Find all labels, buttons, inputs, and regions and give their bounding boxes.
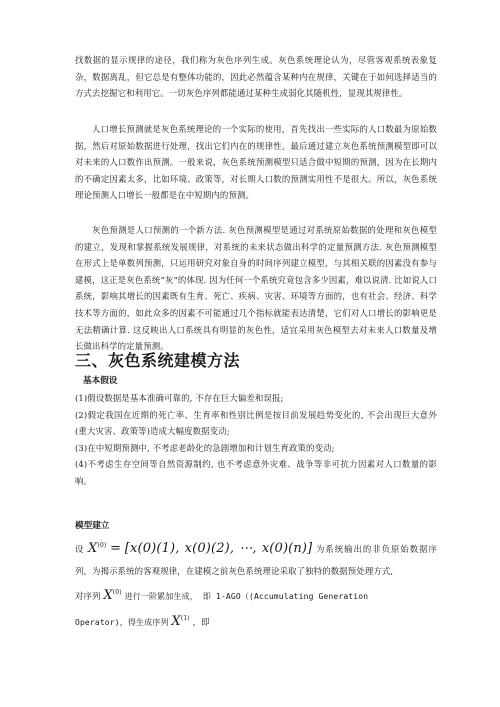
section-title: 三、灰色系统建模方法: [75, 351, 241, 370]
model-para-2: [75, 582, 437, 608]
model-line3b: ，即: [192, 617, 210, 627]
model-line2a: 对序列: [75, 591, 101, 601]
model-para-1: [75, 535, 437, 582]
math-seq-symbol-3: $X^{(1)}$: [171, 614, 190, 629]
assumption-item-1: (1)假设数据是基本准确可靠的, 不存在巨大偏差和误报;: [75, 393, 284, 403]
paragraph-1-block: [75, 52, 437, 102]
model-heading: 模型建立: [75, 521, 110, 531]
math-seq-symbol-2: $X^{(0)}$: [103, 588, 122, 603]
math-seq-symbol: $X^{(0)}$: [88, 541, 107, 556]
assumptions-heading: 基本假设: [83, 376, 118, 386]
paragraph-2-block: [75, 121, 437, 204]
model-line2b: 进行一阶累加生成， 即 1-AGO（(Accumulating Generation: [124, 592, 369, 601]
math-superscript: (0): [97, 542, 107, 549]
math-equals: =: [110, 541, 122, 556]
paragraph-3-block: [75, 222, 437, 355]
assumption-item-4: (4)不考虑生存空间等自然资源制约, 也不考虑意外灾难、战争等非可抗力因素对人口数量的影响。: [75, 459, 437, 486]
paragraph-2: 人口增长预测就是灰色系统理论的一个实际的使用，首先找出一些实际的人口数最为原始数据，然后对原始数据进行处理，找出它们内在的规律性，最后通过建立灰色系统预测模型即可以对未来的人口数作出预测。一般来说，灰色系统预测模型只适合做中短期的预测，因为在长期内的不确定因素太多，比如环境、政策等，对长期人口数的预测实用性不是很大。所以，灰色系统理论预测人口增长一般都是在中短期内的预测。: [75, 124, 437, 201]
model-lead: 设: [75, 544, 85, 554]
paragraph-1: 找数据的显示规律的途径，我们称为灰色序列生成。灰色系统理论认为，尽管客观系统表象复杂，数据离乱，但它总是有整体功能的，因此必然蕴含某种内在规律，关键在于如何选择适当的方式去挖掘它和利用它。一切灰色序列都能通过某种生成弱化其随机性，显现其规律性。: [75, 55, 437, 99]
model-para-3: [75, 608, 437, 634]
model-after-seq: 为系统输出的非负原始数据序列，为揭示系统的客观规律，在建模之前灰色系统理论采取了独特的数据预处理方式,: [75, 544, 438, 576]
assumption-item-3: (3)在中短期预测中, 不考虑老龄化的急剧增加和计划生育政策的变动;: [75, 442, 335, 453]
math-sequence: [x(0)(1), x(0)(2), ⋯, x(0)(n)]: [124, 541, 313, 556]
model-line3a: Operator)，得生成序列: [75, 618, 169, 627]
model-block: [75, 518, 437, 634]
paragraph-3: 灰色预测是人口预测的一个新方法. 灰色预测模型是通过对系统原始数据的处理和灰色模型的建立，发现和掌握系统发展规律，对系统的未来状态做出科学的定量预测方法. 灰色预测模型在形式上是单数列预测，只运用研究对象自身的时间序列建立模型，与其相关联的因素没有参与建模，这正是灰色系统“灰”的体现. 因为任何一个系统究竟包含多少因素，难以说清. 比如说人口系统，影响其增长的因素既有生育、死亡、疾病、灾害、环境等方面的，也有社会、经济、科学技术等方面的，如此众多的因素不可能通过几个指标就能表达清楚，它们对人口增长的影响更是无法精确计算. 这反映出人口系统具有明显的灰色性，适宜采用灰色模型去对未来人口数量及增长做出科学的定量预测。: [75, 225, 437, 352]
assumptions-block: [75, 373, 437, 490]
assumption-item-2: (2)假定我国在近期的死亡率、生育率和性别比例是按目前发展趋势变化的, 不会出现巨大意外(重大灾害、政策等)造成大幅度数据变动;: [75, 409, 437, 437]
